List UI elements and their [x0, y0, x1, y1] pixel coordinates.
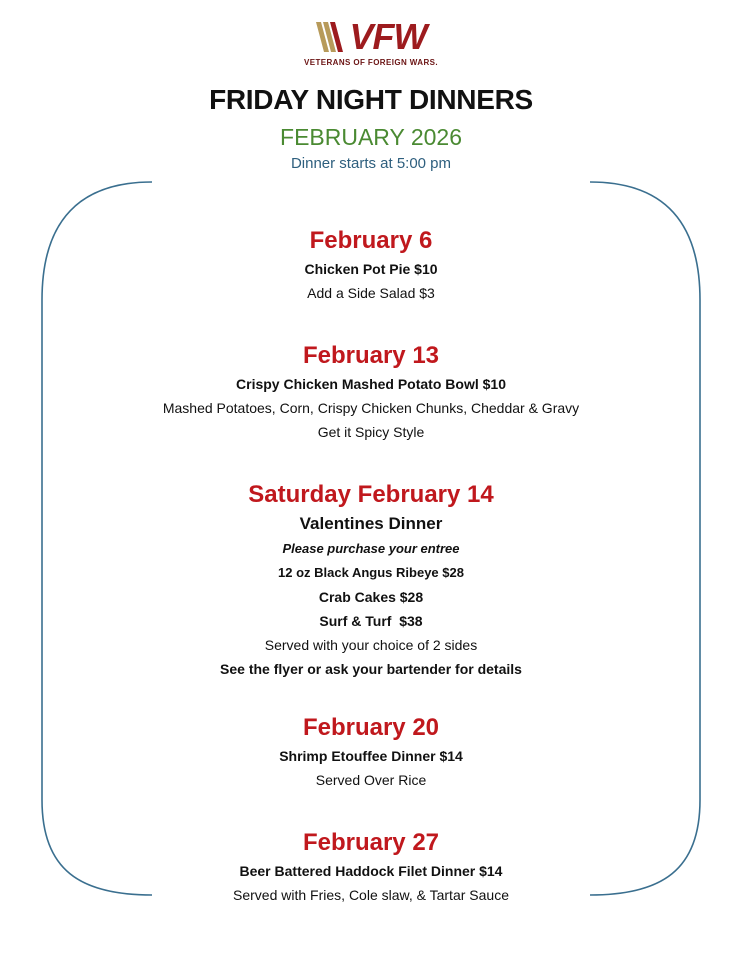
dinner-feb-13 — [0, 340, 742, 444]
dinner-note: See the flyer or ask your bartender for details — [220, 661, 522, 677]
dinner-instruction: Please purchase your entree — [282, 541, 460, 556]
dinner-entree: Shrimp Etouffee Dinner $14 — [279, 748, 463, 764]
dinner-entree: Chicken Pot Pie $10 — [304, 261, 438, 277]
logo-subtitle: VETERANS OF FOREIGN WARS. — [303, 58, 438, 67]
dinner-entree: 12 oz Black Angus Ribeye $28 — [278, 565, 464, 580]
dinner-description: Mashed Potatoes, Corn, Crispy Chicken Chunks, Cheddar & Gravy — [162, 400, 580, 416]
dinner-date: February 27 — [302, 829, 440, 856]
dinner-entree: Crab Cakes $28 — [318, 589, 424, 605]
dinner-feb-14 — [0, 479, 742, 681]
dinner-feb-6 — [0, 225, 742, 305]
dinner-feb-20 — [0, 712, 742, 792]
dinner-note: Add a Side Salad $3 — [307, 285, 435, 301]
logo-wordmark: VFW — [349, 16, 427, 57]
dinner-date: Saturday February 14 — [248, 481, 494, 508]
dinner-date: February 6 — [309, 227, 433, 254]
dinner-event-title: Valentines Dinner — [299, 514, 443, 533]
dinner-feb-27 — [0, 827, 742, 907]
dinner-note: Served with your choice of 2 sides — [264, 637, 478, 653]
dinner-entree: Beer Battered Haddock Filet Dinner $14 — [239, 863, 503, 879]
dinner-note: Served with Fries, Cole slaw, & Tartar Sauce — [233, 887, 509, 903]
dinner-date: February 20 — [302, 714, 440, 741]
month-heading: FEBRUARY 2026 — [280, 124, 462, 150]
dinner-entree: Surf & Turf $38 — [319, 613, 423, 629]
start-time: Dinner starts at 5:00 pm — [290, 155, 452, 172]
dinner-entree: Crispy Chicken Mashed Potato Bowl $10 — [236, 376, 506, 392]
page-title: FRIDAY NIGHT DINNERS — [209, 84, 533, 115]
dinner-note: Get it Spicy Style — [317, 424, 425, 440]
dinner-date: February 13 — [302, 342, 440, 369]
dinner-note: Served Over Rice — [315, 772, 427, 788]
